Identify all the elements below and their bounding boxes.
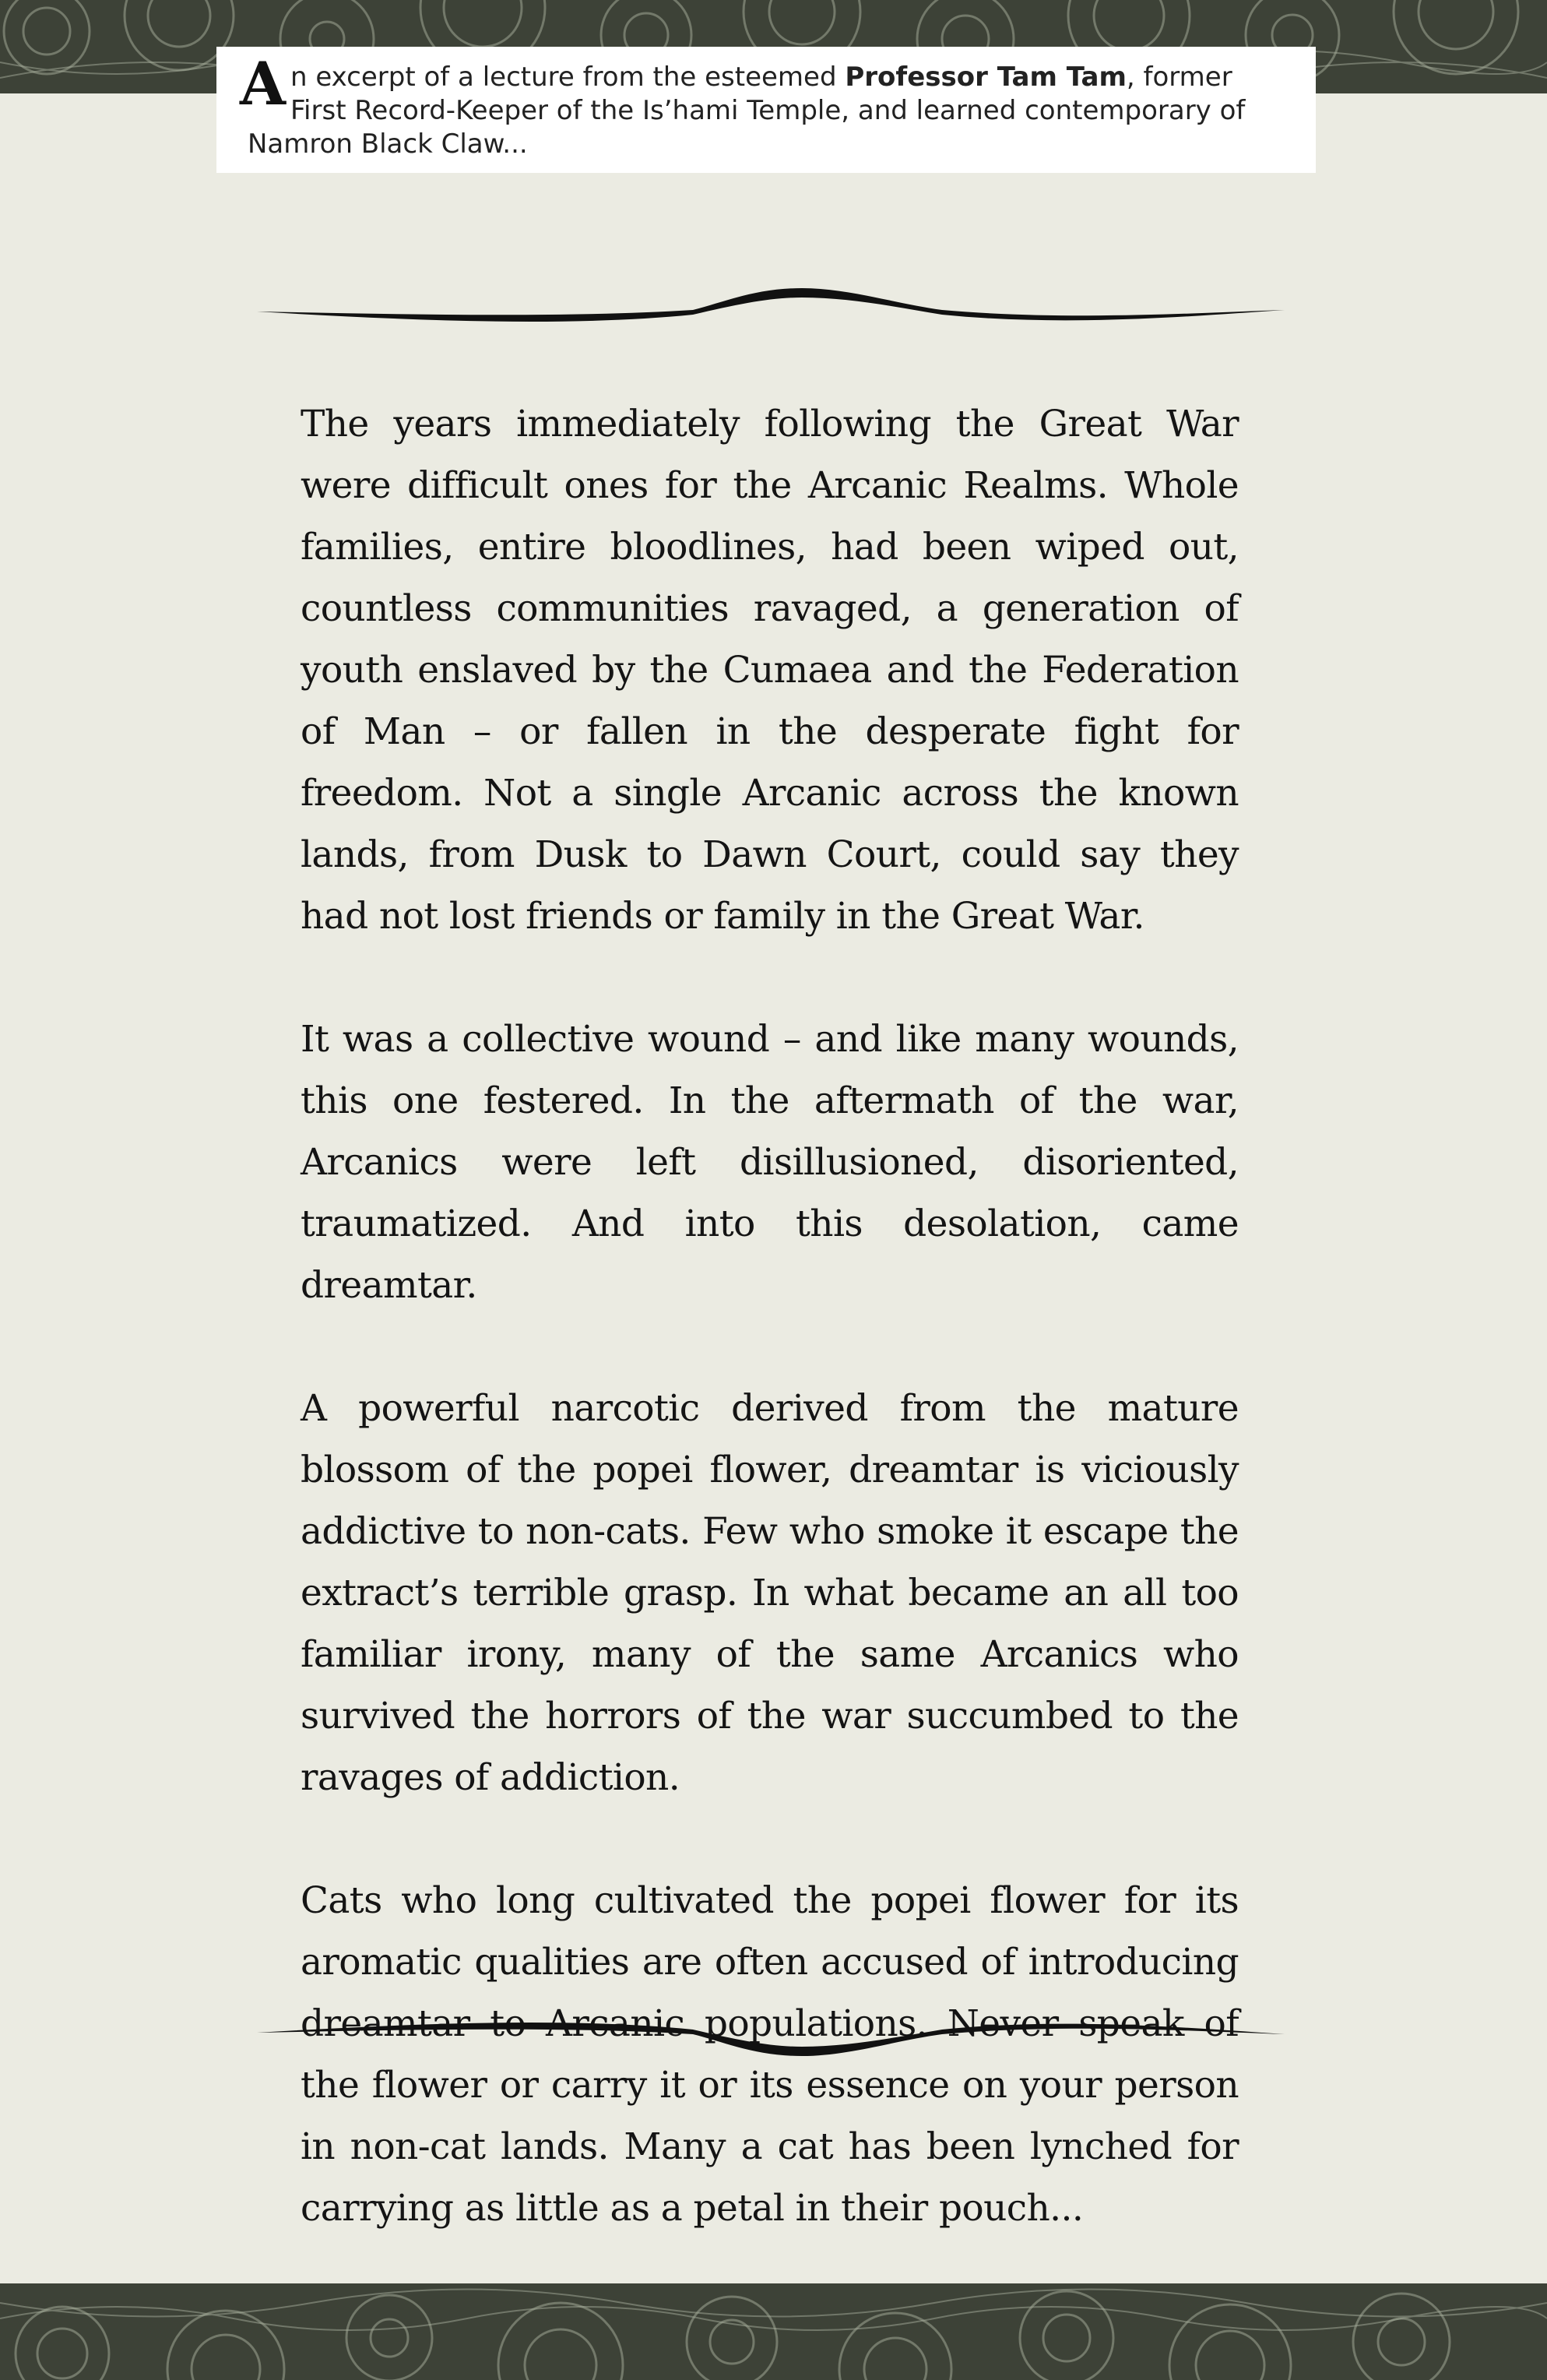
paragraph-1: The years immediately following the Great War were difficult ones for the Arcanic Realms. Whole families, entire bloodlines, had been wiped out, countless communities ravaged, a generation of youth enslaved by the Cumaea and the Federation of Man – or fallen in the desperate fight for freedom. Not a single Arcanic across the known lands, from Dusk to Dawn Court, could say they had not lost friends or family in the Great War. bbox=[301, 403, 1239, 938]
bottom-flourish-divider bbox=[257, 2002, 1285, 2064]
intro-lead-text: n excerpt of a lecture from the esteemed bbox=[290, 62, 846, 93]
gear-pattern-bottom bbox=[0, 2283, 1547, 2380]
paragraph-2: It was a collective wound – and like many wounds, this one festered. In the aftermath of the war, Arcanics were left disillusioned, disoriented, traumatized. And into this desolation, came dreamtar. bbox=[301, 1018, 1239, 1307]
drop-cap: A bbox=[240, 49, 286, 118]
intro-rest-text: , former First Record-Keeper of the Is’hami Temple, and learned contemporary of Namron Black Claw... bbox=[248, 62, 1246, 160]
bottom-decorative-band bbox=[0, 2283, 1547, 2380]
paragraph-4: Cats who long cultivated the popei flower for its aromatic qualities are often accused of introducing dreamtar to Arcanic populations. Never speak of the flower or carry it or its essence on your person in non-cat lands. Many a cat has been lynched for carrying as little as a petal in their pouch... bbox=[301, 1879, 1239, 2230]
intro-caption-box bbox=[216, 47, 1316, 173]
paragraph-3: A powerful narcotic derived from the mature blossom of the popei flower, dreamtar is viciously addictive to non-cats. Few who smoke it escape the extract’s terrible grasp. In what became an all too familiar irony, many of the same Arcanics who survived the horrors of the war succumbed to the ravages of addiction. bbox=[301, 1387, 1239, 1799]
professor-name: Professor Tam Tam bbox=[845, 62, 1127, 93]
top-flourish-divider bbox=[257, 280, 1285, 343]
